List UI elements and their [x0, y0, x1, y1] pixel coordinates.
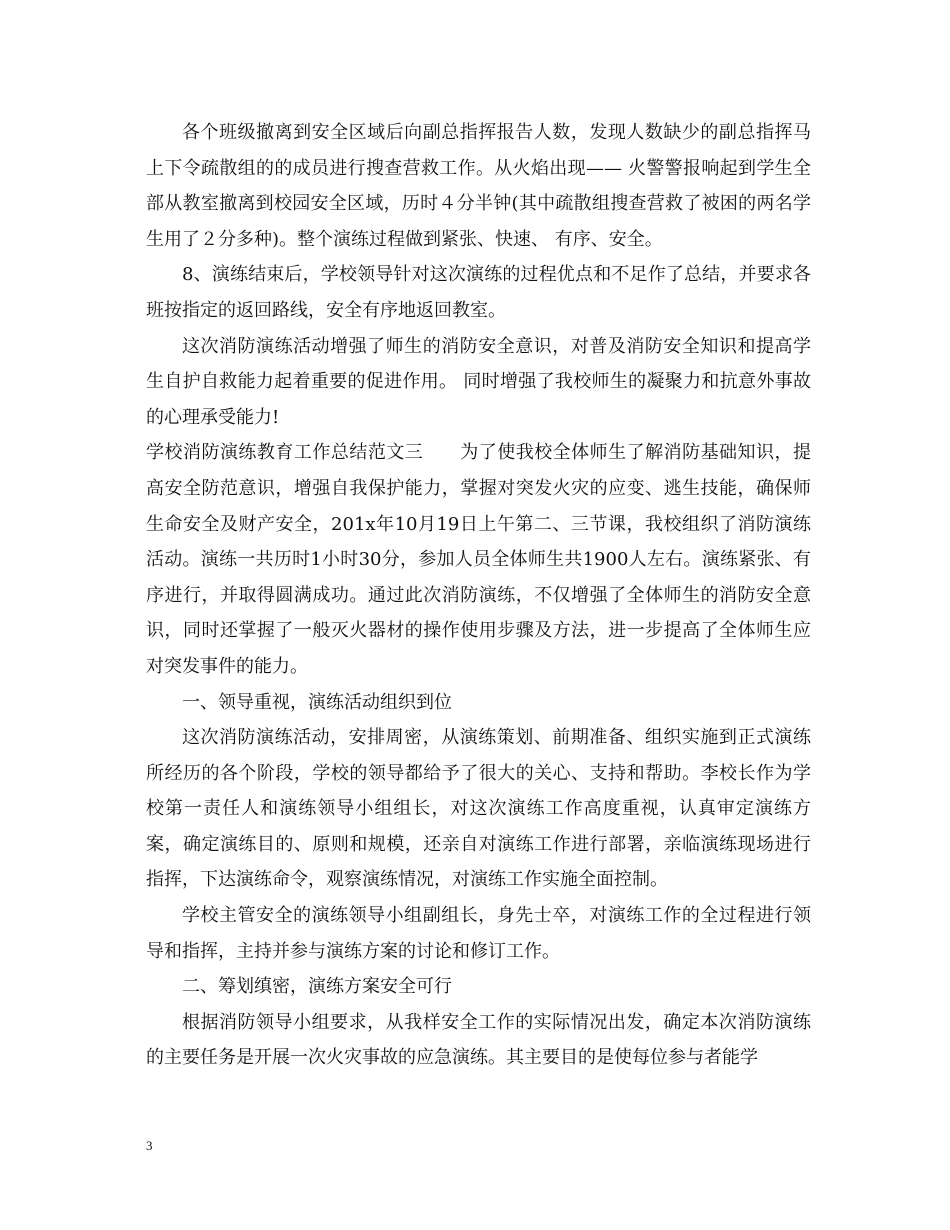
paragraph-planning-details: 根据消防领导小组要求，从我样安全工作的实际情况出发，确定本次消防演练的主要任务是开展一次火灾事故的应急演练。其主要目的是使每位参与者能学 [146, 1011, 811, 1069]
paragraph-drill-effect: 这次消防演练活动增强了师生的消防安全意识，对普及消防安全知识和提高学生自护自救能力起着重要的促进作用。 同时增强了我校师生的凝聚力和抗意外事故的心理承受能力! [146, 335, 811, 428]
paragraph-sample-three-intro: 学校消防演练教育工作总结范文三 为了使我校全体师生了解消防基础知识，提高安全防范意识，增强自我保护能力，掌握对突发火灾的应变、逃生技能，确保师生命安全及财产安全，201x年10月19日上午第二、三节课，我校组织了消防演练活动。演练一共历时1小时30分，参加人员全体师生共1900人左右。演练紧张、有序进行，并取得圆满成功。通过此次消防演练，不仅增强了全体师生的消防安全意识，同时还掌握了一般灭火器材的操作使用步骤及方法，进一步提高了全体师生应对突发事件的能力。 [146, 442, 811, 677]
paragraph-evacuation-report: 各个班级撤离到安全区域后向副总指挥报告人数，发现人数缺少的副总指挥马上下令疏散组的的成员进行搜查营救工作。从火焰出现—— 火警警报响起到学生全部从教室撤离到校园安全区域，历时４分半钟(其中疏散组搜查营救了被困的两名学生用了２分多种)。整个演练过程做到紧张、快速、 有序、安全。 [146, 122, 811, 250]
paragraph-deputy-leader: 学校主管安全的演练领导小组副组长，身先士卒，对演练工作的全过程进行领导和指挥，主持并参与演练方案的讨论和修订工作。 [146, 905, 811, 962]
paragraph-leadership-details: 这次消防演练活动，安排周密，从演练策划、前期准备、组织实施到正式演练所经历的各个阶段，学校的领导都给予了很大的关心、支持和帮助。李校长作为学校第一责任人和演练领导小组组长，对这次演练工作高度重视，认真审定演练方案，确定演练目的、原则和规模，还亲自对演练工作进行部署，亲临演练现场进行指挥，下达演练命令，观察演练情况，对演练工作实施全面控制。 [146, 727, 811, 891]
document-body [146, 115, 811, 1076]
page-number: 3 [146, 1138, 153, 1153]
section-heading-planning: 二、筹划缜密，演练方案安全可行 [182, 976, 452, 998]
section-heading-leadership: 一、领导重视，演练活动组织到位 [182, 691, 452, 713]
paragraph-drill-summary: 8、演练结束后，学校领导针对这次演练的过程优点和不足作了总结，并要求各班按指定的返回路线，安全有序地返回教室。 [146, 264, 811, 321]
